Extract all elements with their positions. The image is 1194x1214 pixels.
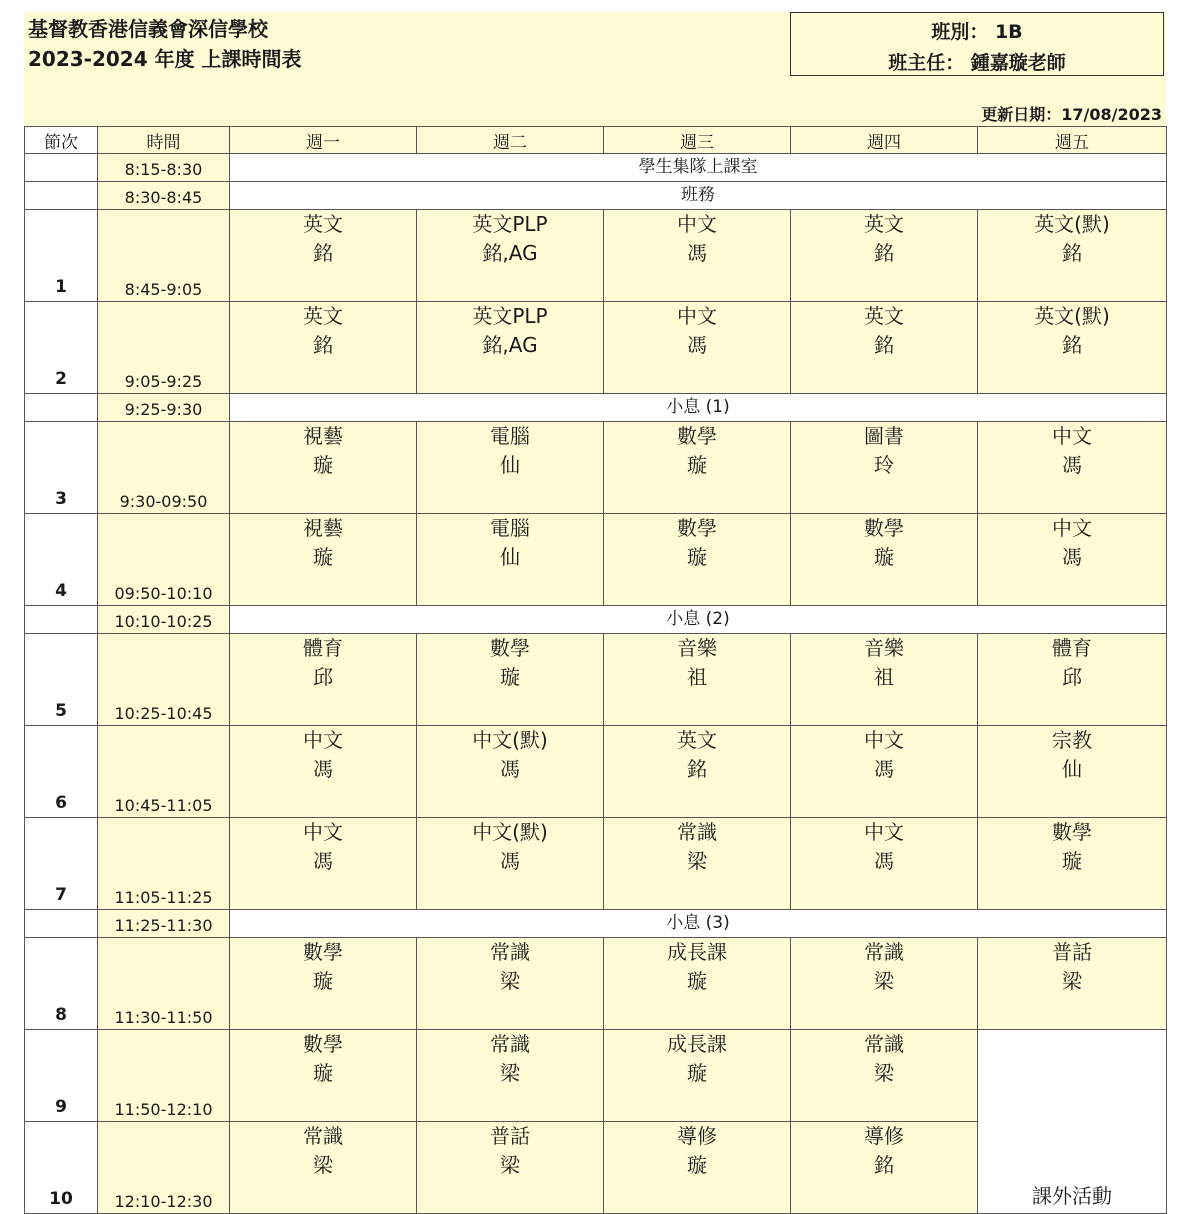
subject-label: 英文	[864, 304, 904, 328]
subject-label: 中文(默)	[472, 820, 548, 844]
subject-label: 成長課	[667, 1032, 727, 1056]
time-cell: 09:50-10:10	[98, 514, 230, 606]
subject-label: 英文PLP	[472, 212, 548, 236]
subject-label: 數學	[303, 940, 343, 964]
lesson-cell	[978, 210, 1167, 302]
subject-label: 視藝	[303, 424, 343, 448]
lesson-row	[25, 302, 1167, 394]
col-mon: 週一	[230, 127, 417, 154]
break-row	[25, 154, 1167, 182]
lesson-cell	[230, 726, 417, 818]
teacher-label: 馮	[1062, 545, 1082, 569]
class-label: 班別： 1B	[931, 21, 1023, 43]
time-cell: 10:45-11:05	[98, 726, 230, 818]
lesson-row	[25, 422, 1167, 514]
period-number: 7	[25, 818, 98, 910]
lesson-cell	[791, 514, 978, 606]
teacher-label: 銘,AG	[482, 333, 538, 357]
break-row	[25, 394, 1167, 422]
subject-label: 體育	[1052, 636, 1092, 660]
subject-label: 宗教	[1052, 728, 1092, 752]
subject-label: 中文	[864, 728, 904, 752]
teacher-label: 馮	[874, 849, 894, 873]
teacher-label: 梁	[1062, 969, 1082, 993]
subject-label: 中文	[1052, 424, 1092, 448]
teacher-label: 馮	[687, 241, 707, 265]
period-number: 5	[25, 634, 98, 726]
lesson-row	[25, 818, 1167, 910]
teacher-label: 銘	[1062, 241, 1082, 265]
updated-date: 更新日期：17/08/2023	[981, 105, 1162, 124]
teacher-label: 梁	[687, 849, 707, 873]
lesson-cell	[230, 938, 417, 1030]
col-fri: 週五	[978, 127, 1167, 154]
lesson-cell	[230, 514, 417, 606]
subject-label: 電腦	[490, 516, 530, 540]
break-row	[25, 182, 1167, 210]
class-info-box	[790, 12, 1164, 76]
lesson-cell	[230, 1122, 417, 1214]
time-cell: 11:50-12:10	[98, 1030, 230, 1122]
subject-label: 數學	[490, 636, 530, 660]
lesson-cell	[978, 302, 1167, 394]
teacher-label: 璇	[313, 453, 333, 477]
lesson-cell	[604, 1030, 791, 1122]
lesson-row	[25, 514, 1167, 606]
lesson-row	[25, 634, 1167, 726]
period-cell	[25, 606, 98, 634]
teacher-label: 璇	[313, 1061, 333, 1085]
lesson-cell	[230, 634, 417, 726]
band-label: 小息 (1)	[230, 394, 1167, 422]
lesson-cell	[230, 818, 417, 910]
lesson-cell	[230, 1030, 417, 1122]
lesson-cell	[978, 422, 1167, 514]
school-name: 基督教香港信義會深信學校	[28, 17, 268, 41]
teacher-label: 馮	[313, 757, 333, 781]
teacher-label: 璇	[874, 545, 894, 569]
lesson-cell	[417, 210, 604, 302]
teacher-label: 仙	[1062, 757, 1082, 781]
lesson-cell	[791, 818, 978, 910]
break-row	[25, 606, 1167, 634]
teacher-label: 璇	[313, 969, 333, 993]
lesson-cell	[604, 938, 791, 1030]
teacher-label: 梁	[874, 1061, 894, 1085]
timetable	[24, 126, 1167, 1214]
lesson-cell	[978, 726, 1167, 818]
lesson-cell	[604, 726, 791, 818]
subject-label: 普話	[1052, 940, 1092, 964]
subject-label: 數學	[864, 516, 904, 540]
band-label: 學生集隊上課室	[230, 154, 1167, 182]
subject-label: 中文	[677, 304, 717, 328]
teacher-label: 邱	[1062, 665, 1082, 689]
teacher-label: 璇	[1062, 849, 1082, 873]
lesson-cell	[791, 726, 978, 818]
band-label: 小息 (3)	[230, 910, 1167, 938]
time-cell: 8:15-8:30	[98, 154, 230, 182]
friday-activity-cell: 課外活動	[978, 1030, 1167, 1214]
teacher-label: 璇	[687, 453, 707, 477]
col-time: 時間	[98, 127, 230, 154]
school-title	[28, 14, 302, 74]
band-label: 小息 (2)	[230, 606, 1167, 634]
subject-label: 數學	[303, 1032, 343, 1056]
lesson-cell	[791, 422, 978, 514]
lesson-row	[25, 938, 1167, 1030]
lesson-cell	[230, 210, 417, 302]
subject-label: 中文	[677, 212, 717, 236]
time-cell: 9:25-9:30	[98, 394, 230, 422]
period-cell	[25, 910, 98, 938]
period-cell	[25, 154, 98, 182]
lesson-row	[25, 1030, 1167, 1122]
period-cell	[25, 182, 98, 210]
subject-label: 導修	[677, 1124, 717, 1148]
lesson-cell	[417, 938, 604, 1030]
lesson-cell	[791, 938, 978, 1030]
subject-label: 英文(默)	[1034, 304, 1110, 328]
lesson-cell	[417, 1030, 604, 1122]
teacher-label: 璇	[687, 1153, 707, 1177]
teacher-label: 梁	[500, 1153, 520, 1177]
lesson-cell	[604, 210, 791, 302]
lesson-cell	[604, 1122, 791, 1214]
class-teacher: 班主任： 鍾嘉璇老師	[888, 52, 1066, 74]
teacher-label: 仙	[500, 545, 520, 569]
col-period: 節次	[25, 127, 98, 154]
lesson-cell	[604, 634, 791, 726]
lesson-cell	[604, 422, 791, 514]
period-number: 3	[25, 422, 98, 514]
time-cell: 12:10-12:30	[98, 1122, 230, 1214]
period-number: 8	[25, 938, 98, 1030]
lesson-cell	[978, 514, 1167, 606]
teacher-label: 馮	[687, 333, 707, 357]
subject-label: 體育	[303, 636, 343, 660]
period-number: 9	[25, 1030, 98, 1122]
lesson-cell	[791, 302, 978, 394]
lesson-cell	[417, 818, 604, 910]
timetable-subtitle: 2023-2024 年度 上課時間表	[28, 47, 302, 71]
teacher-label: 馮	[500, 849, 520, 873]
teacher-label: 璇	[500, 665, 520, 689]
subject-label: 視藝	[303, 516, 343, 540]
subject-label: 常識	[303, 1124, 343, 1148]
subject-label: 圖書	[864, 424, 904, 448]
time-cell: 8:30-8:45	[98, 182, 230, 210]
subject-label: 常識	[864, 940, 904, 964]
lesson-cell	[417, 1122, 604, 1214]
lesson-cell	[417, 726, 604, 818]
period-number: 2	[25, 302, 98, 394]
teacher-label: 梁	[874, 969, 894, 993]
lesson-cell	[791, 1122, 978, 1214]
lesson-cell	[791, 634, 978, 726]
subject-label: 英文	[303, 212, 343, 236]
subject-label: 中文(默)	[472, 728, 548, 752]
teacher-label: 璇	[687, 1061, 707, 1085]
teacher-label: 梁	[500, 969, 520, 993]
teacher-label: 銘	[313, 241, 333, 265]
time-cell: 8:45-9:05	[98, 210, 230, 302]
subject-label: 英文	[864, 212, 904, 236]
teacher-label: 祖	[687, 665, 707, 689]
lesson-cell	[417, 302, 604, 394]
teacher-label: 梁	[313, 1153, 333, 1177]
teacher-label: 銘	[1062, 333, 1082, 357]
teacher-label: 祖	[874, 665, 894, 689]
time-cell: 11:30-11:50	[98, 938, 230, 1030]
time-cell: 9:05-9:25	[98, 302, 230, 394]
subject-label: 常識	[677, 820, 717, 844]
teacher-label: 銘	[687, 757, 707, 781]
teacher-label: 璇	[687, 545, 707, 569]
subject-label: 中文	[1052, 516, 1092, 540]
subject-label: 常識	[490, 1032, 530, 1056]
lesson-cell	[417, 422, 604, 514]
lesson-cell	[604, 818, 791, 910]
subject-label: 數學	[1052, 820, 1092, 844]
teacher-label: 玲	[874, 453, 894, 477]
teacher-label: 馮	[313, 849, 333, 873]
time-cell: 10:10-10:25	[98, 606, 230, 634]
subject-label: 英文	[677, 728, 717, 752]
period-number: 4	[25, 514, 98, 606]
time-cell: 11:05-11:25	[98, 818, 230, 910]
lesson-cell	[417, 514, 604, 606]
teacher-label: 銘,AG	[482, 241, 538, 265]
subject-label: 音樂	[864, 636, 904, 660]
subject-label: 英文	[303, 304, 343, 328]
subject-label: 中文	[303, 728, 343, 752]
teacher-label: 璇	[687, 969, 707, 993]
lesson-cell	[978, 938, 1167, 1030]
subject-label: 導修	[864, 1124, 904, 1148]
lesson-cell	[978, 634, 1167, 726]
band-label: 班務	[230, 182, 1167, 210]
lesson-row	[25, 726, 1167, 818]
col-tue: 週二	[417, 127, 604, 154]
teacher-label: 邱	[313, 665, 333, 689]
subject-label: 成長課	[667, 940, 727, 964]
lesson-cell	[230, 422, 417, 514]
lesson-cell	[604, 514, 791, 606]
col-thu: 週四	[791, 127, 978, 154]
teacher-label: 銘	[874, 241, 894, 265]
subject-label: 英文PLP	[472, 304, 548, 328]
teacher-label: 馮	[500, 757, 520, 781]
subject-label: 中文	[303, 820, 343, 844]
time-cell: 10:25-10:45	[98, 634, 230, 726]
period-number: 6	[25, 726, 98, 818]
subject-label: 數學	[677, 516, 717, 540]
teacher-label: 馮	[1062, 453, 1082, 477]
subject-label: 普話	[490, 1124, 530, 1148]
subject-label: 常識	[490, 940, 530, 964]
lesson-cell	[230, 302, 417, 394]
teacher-label: 璇	[313, 545, 333, 569]
subject-label: 電腦	[490, 424, 530, 448]
subject-label: 數學	[677, 424, 717, 448]
lesson-cell	[978, 818, 1167, 910]
time-cell: 9:30-09:50	[98, 422, 230, 514]
time-cell: 11:25-11:30	[98, 910, 230, 938]
header-row	[25, 127, 1167, 154]
subject-label: 音樂	[677, 636, 717, 660]
col-wed: 週三	[604, 127, 791, 154]
subject-label: 英文(默)	[1034, 212, 1110, 236]
period-number: 1	[25, 210, 98, 302]
lesson-cell	[791, 210, 978, 302]
teacher-label: 銘	[874, 333, 894, 357]
lesson-cell	[604, 302, 791, 394]
break-row	[25, 910, 1167, 938]
teacher-label: 馮	[874, 757, 894, 781]
teacher-label: 銘	[313, 333, 333, 357]
period-cell	[25, 394, 98, 422]
teacher-label: 仙	[500, 453, 520, 477]
teacher-label: 梁	[500, 1061, 520, 1085]
subject-label: 常識	[864, 1032, 904, 1056]
lesson-cell	[417, 634, 604, 726]
teacher-label: 銘	[874, 1153, 894, 1177]
subject-label: 中文	[864, 820, 904, 844]
lesson-row	[25, 210, 1167, 302]
period-number: 10	[25, 1122, 98, 1214]
lesson-cell	[791, 1030, 978, 1122]
